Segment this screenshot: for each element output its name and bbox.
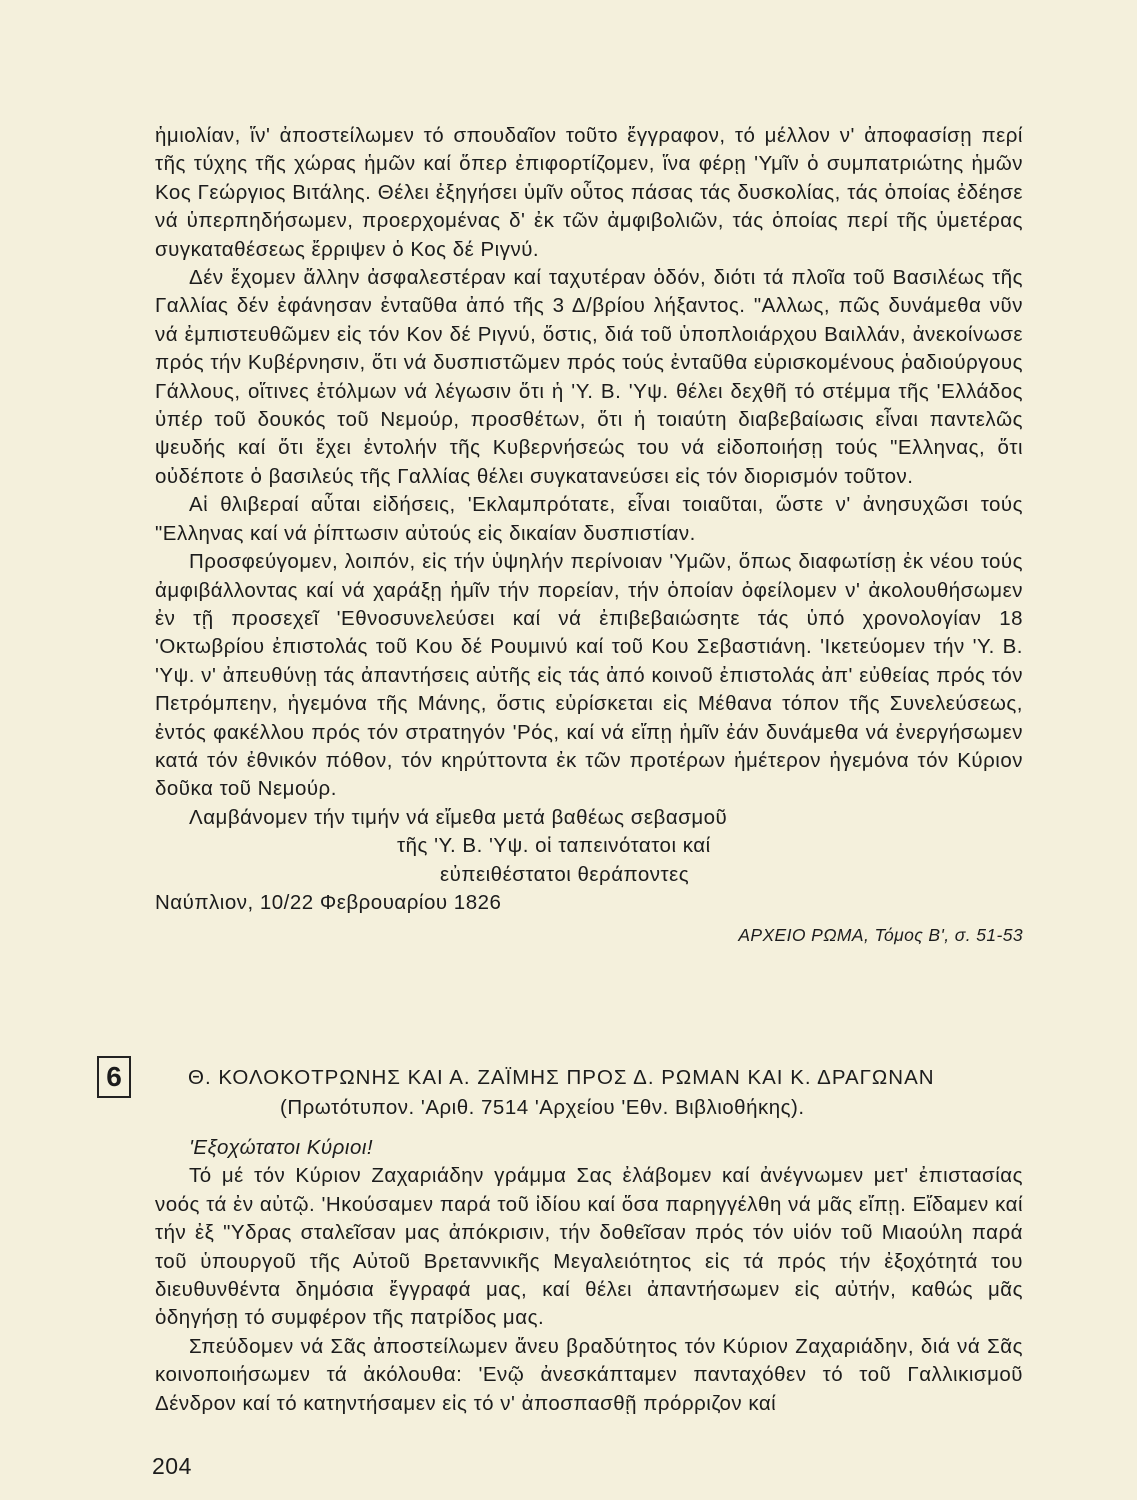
paragraph: Προσφεύγομεν, λοιπόν, εἰς τήν ὑψηλήν περίνοιαν 'Υμῶν, ὅπως διαφωτίσῃ ἐκ νέου τούς ἀμφιβάλλοντας καί νά χαράξῃ ἡμῖν τήν πορείαν, τήν ὁποίαν ὀφείλομεν ν' ἀκολουθήσωμεν ἐν τῇ προσεχεῖ 'Εθνοσυνελεύσει καί νά ἐπιβεβαιώσητε τάς ὑπό χρονολογίαν 18 'Οκτωβρίου ἐπιστολάς τοῦ Κου δέ Ρουμινύ καί τοῦ Κου Σεβαστιάνη. 'Ικετεύομεν τήν 'Υ. Β. 'Υψ. ν' ἀπευθύνῃ τάς ἀπαντήσεις αὐτῆς εἰς τάς ἀπό κοινοῦ ἐπιστολάς ἀπ' εὐθείας πρός τόν Πετρόμπεην, ἡγεμόνα τῆς Μάνης, ὅστις εὑρίσκεται εἰς Μέθανα τόπον τῆς Συνελεύσεως, ἐντός φακέλλου πρός τόν στρατηγόν 'Ρός, καί νά εἴπῃ ἡμῖν ἐάν δυνάμεθα νά ἐνεργήσωμεν κατά τόν ἐθνικόν πόθον, τόν κηρύττοντα ἐκ τῶν προτέρων ἡμέτερον ἡγεμόνα τόν Κύριον δοῦκα τοῦ Νεμούρ.: [155, 550, 1023, 801]
signature-line: τῆς 'Υ. Β. 'Υψ. οἱ ταπεινότατοι καί: [397, 834, 711, 858]
paragraph: Σπεύδομεν νά Σᾶς ἀποστείλωμεν ἄνευ βραδύτητος τόν Κύριον Ζαχαριάδην, διά νά Σᾶς κοινοποιήσωμεν τά ἀκόλουθα: 'Ενῷ ἀνεσκάπταμεν πανταχόθεν τό τοῦ Γαλλικισμοῦ Δένδρον καί τό κατηντήσαμεν εἰς τό ν' ἀποσπασθῇ πρόρριζον καί: [155, 1334, 1023, 1415]
document-number-box: 6: [97, 1056, 131, 1098]
paragraph: Αἱ θλιβεραί αὗται εἰδήσεις, 'Εκλαμπρότατε, εἶναι τοιαῦται, ὥστε ν' ἀνησυχῶσι τούς "Ελληνας καί νά ῥίπτωσιν αὐτούς εἰς δικαίαν δυσπιστίαν.: [155, 493, 1023, 545]
document-title: Θ. ΚΟΛΟΚΟΤΡΩΝΗΣ ΚΑΙ Α. ΖΑΪΜΗΣ ΠΡΟΣ Δ. ΡΩΜΑΝ ΚΑΙ Κ. ΔΡΑΓΩΝΑΝ: [188, 1066, 935, 1089]
document-subtitle: (Πρωτότυπον. 'Αριθ. 7514 'Αρχείου 'Εθν. Βιβλιοθήκης).: [280, 1096, 805, 1119]
closing-formula: Λαμβάνομεν τήν τιμήν νά εἴμεθα μετά βαθέως σεβασμοῦ: [189, 805, 728, 829]
paragraph-continuation: ἡμιολίαν, ἵν' ἀποστείλωμεν τό σπουδαῖον τοῦτο ἔγγραφον, τό μέλλον ν' ἀποφασίσῃ περί τῆς τύχης τῆς χώρας ἡμῶν καί ὅπερ ἐπιφορτίζομεν, ἵνα φέρῃ 'Υμῖν ὁ συμπατριώτης ἡμῶν Κος Γεώργιος Βιτάλης. Θέλει ἐξηγήσει ὑμῖν οὗτος πάσας τάς δυσκολίας, τάς ὁποίας ἐδέησε νά ὑπερπηδήσωμεν, προερχομένας δ' ἐκ τῶν ἀμφιβολιῶν, τάς ὁποίας περί τῆς ὑμετέρας συγκαταθέσεως ἔρριψεν ὁ Κος δέ Ριγνύ.: [155, 124, 1023, 261]
letter-two: [155, 1134, 1023, 1418]
source-citation: ΑΡΧΕΙΟ ΡΩΜΑ, Τόμος Β', σ. 51-53: [738, 925, 1023, 946]
paragraph: Δέν ἔχομεν ἄλλην ἀσφαλεστέραν καί ταχυτέραν ὁδόν, διότι τά πλοῖα τοῦ Βασιλέως τῆς Γαλλίας δέν ἐφάνησαν ἐνταῦθα ἀπό τῆς 3 Δ/βρίου λήξαντος. "Αλλως, πῶς δυνάμεθα νῦν νά ἐμπιστευθῶμεν εἰς τόν Κον δέ Ριγνύ, ὅστις, διά τοῦ ὑποπλοιάρχου Βαιλλάν, ἀνεκοίνωσε πρός τήν Κυβέρνησιν, ὅτι νά δυσπιστῶμεν πρός τούς ἐνταῦθα εὑρισκομένους ῥαδιούργους Γάλλους, οἵτινες ἐτόλμων νά λέγωσιν ὅτι ἡ 'Υ. Β. 'Υψ. θέλει δεχθῆ τό στέμμα τῆς 'Ελλάδος ὑπέρ τοῦ δουκός τοῦ Νεμούρ, προσθέτων, ὅτι ἡ τοιαύτη διαβεβαίωσις εἶναι παντελῶς ψευδής καί ὅτι ἔχει ἐντολήν τῆς Κυβερνήσεώς του νά εἰδοποιήσῃ τούς "Ελληνας, ὅτι οὐδέποτε ὁ βασιλεύς τῆς Γαλλίας θέλει συγκατανεύσει εἰς τόν διορισμόν τοῦτον.: [155, 266, 1023, 488]
letter-one: [155, 122, 1023, 946]
place-and-date: Ναύπλιον, 10/22 Φεβρουαρίου 1826: [155, 890, 502, 914]
paragraph: Τό μέ τόν Κύριον Ζαχαριάδην γράμμα Σας ἐλάβομεν καί ἀνέγνωμεν μετ' ἐπιστασίας νοός τά ἐν αὐτῷ. 'Ηκούσαμεν παρά τοῦ ἰδίου καί ὅσα παρηγγέλθη νά μᾶς εἴπῃ. Εἴδαμεν καί τήν ἐξ "Υδρας σταλεῖσαν μας ἀπόκρισιν, τήν δοθεῖσαν πρός τόν υἱόν τοῦ Μιαούλη παρά τοῦ ὑπουργοῦ τῆς Αὐτοῦ Βρεταννικῆς Μεγαλειότητος εἰς τά πρός τήν ἐξοχότητά του διευθυνθέντα δημόσια ἔγγραφά μας, καί θέλει ἀπαντήσωμεν εἰς αὐτήν, καθώς μᾶς ὁδηγήσῃ τό συμφέρον τῆς πατρίδος μας.: [155, 1164, 1023, 1330]
page-number: 204: [152, 1453, 192, 1479]
signature-line: εὐπειθέστατοι θεράποντες: [440, 862, 690, 886]
salutation: 'Εξοχώτατοι Κύριοι!: [189, 1136, 374, 1159]
